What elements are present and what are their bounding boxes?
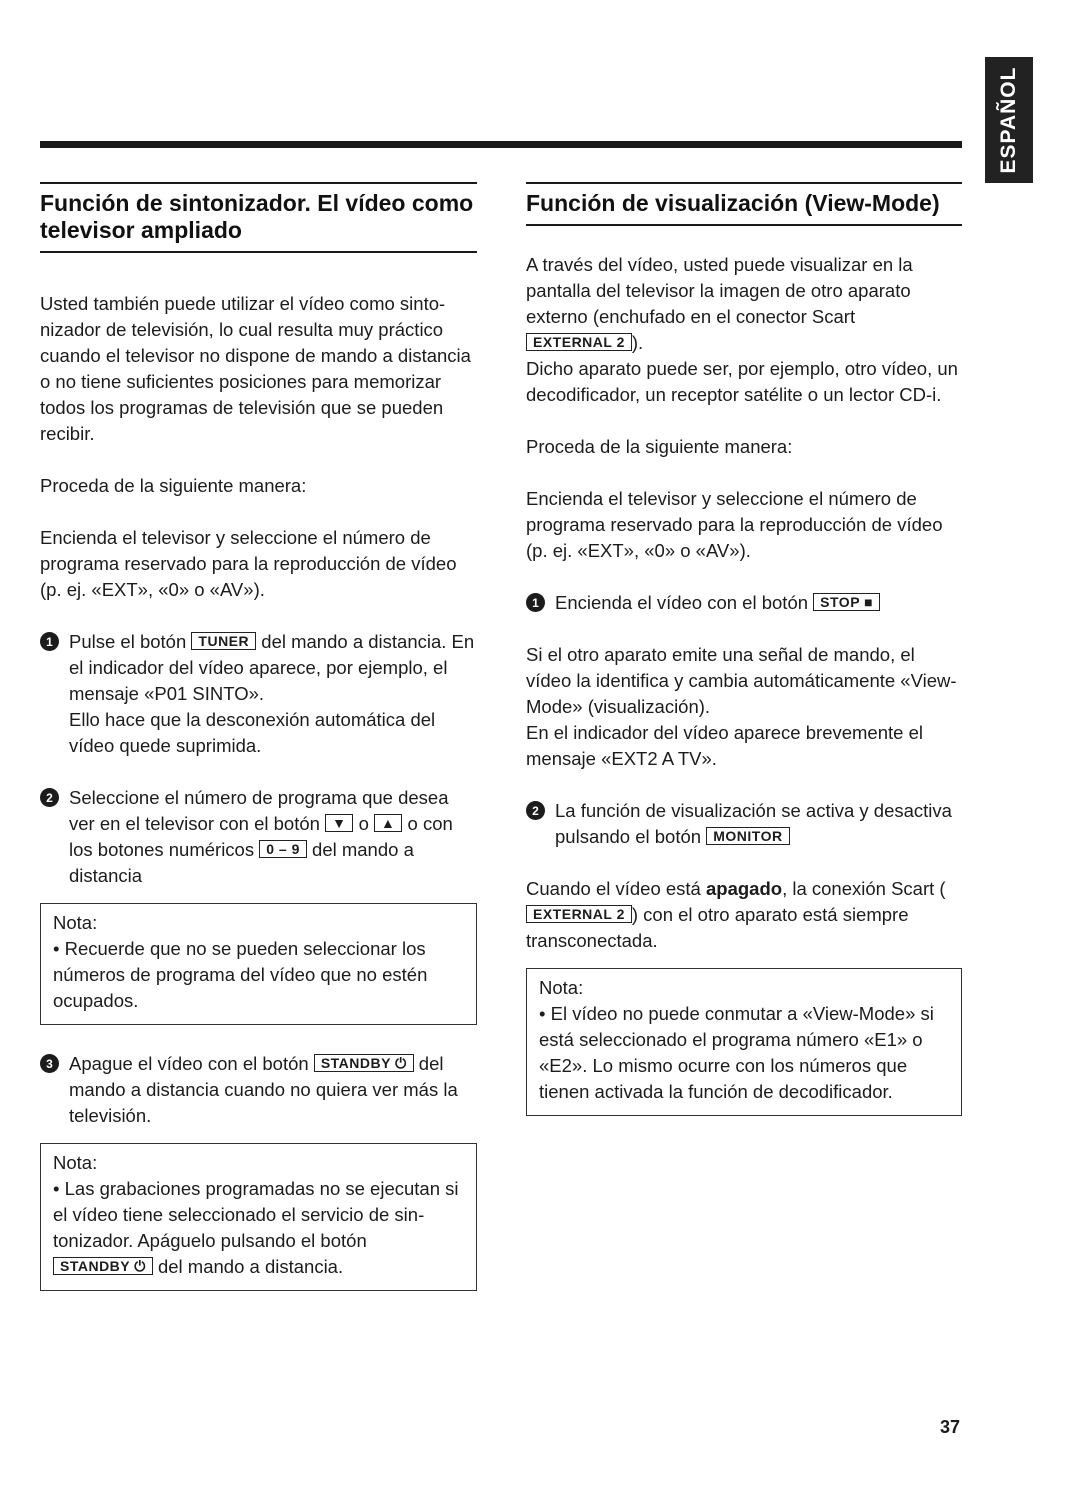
left-step-3: [40, 1051, 477, 1129]
note-text: • Las grabaciones programadas no se ejecutan si el vídeo tiene seleccionado el servicio de sin-tonizador. Apáguelo pulsando el botón STANDBY ⏻ del mando a distancia.: [53, 1178, 459, 1277]
number-keys: 0 – 9: [259, 840, 307, 858]
left-proceed: Proceda de la siguiente manera:: [40, 475, 307, 496]
stop-key: STOP ■: [813, 593, 880, 611]
right-step-2: [526, 798, 962, 850]
right-setup: Encienda el televisor y seleccione el número de programa reservado para la reproducción de vídeo (p. ej. «EXT», «0» o «AV»).: [526, 488, 943, 561]
language-tab-label: ESPAÑOL: [997, 66, 1020, 174]
page-number: 37: [940, 1417, 961, 1437]
left-step-2-text: Seleccione el número de programa que desea ver en el televisor con el botón ▼ o ▲ o con los botones numéricos 0 – 9 del mando a distancia: [69, 787, 453, 886]
right-signal-2: En el indicador del vídeo aparece brevemente el mensaje «EXT2 A TV».: [526, 722, 923, 769]
right-column: [526, 182, 962, 1116]
down-arrow-key: ▼: [325, 814, 353, 832]
tuner-key: TUNER: [191, 632, 256, 650]
language-tab: [985, 57, 1033, 183]
left-column: [40, 182, 477, 1291]
right-heading-title: Función de visualización (View-Mode): [526, 190, 940, 216]
note-text: • Recuerde que no se pueden seleccionar los números de programa del vídeo que no estén ocupados.: [53, 938, 428, 1011]
right-signal: Si el otro aparato emite una señal de mando, el vídeo la identifica y cambia automáticamente «View-Mode» (visualización).: [526, 644, 957, 717]
step-number-icon: 1: [526, 593, 545, 612]
right-step-1-text: Encienda el vídeo con el botón STOP ■: [555, 590, 962, 616]
left-note-1: [40, 903, 477, 1025]
external-2-key: EXTERNAL 2: [526, 333, 632, 351]
left-step-1: [40, 629, 477, 759]
left-step-3-text: Apague el vídeo con el botón STANDBY ⏻ del mando a distancia cuando no quiera ver más la televisión.: [69, 1053, 458, 1126]
up-arrow-key: ▲: [374, 814, 402, 832]
right-step-2-text: La función de visualización se activa y desactiva pulsando el botón MONITOR: [555, 800, 952, 847]
left-note-2: [40, 1143, 477, 1291]
standby-key: STANDBY ⏻: [314, 1054, 414, 1072]
step-number-icon: 1: [40, 632, 59, 651]
left-step-1-extra: Ello hace que la desconexión automática del vídeo quede suprimida.: [69, 709, 436, 756]
right-intro: A través del vídeo, usted puede visualizar en la pantalla del televisor la imagen de otro aparato externo (enchufado en el conector Scart EXTERNAL 2 ).: [526, 254, 913, 353]
left-step-1-text: Pulse el botón TUNER del mando a distancia. En el indicador del vídeo aparece, por ejemplo, el mensaje «P01 SINTO».: [69, 631, 475, 704]
note-text: • El vídeo no puede conmutar a «View-Mode» si está seleccionado el programa número «E1» o «E2». Lo mismo ocurre con los números que tienen activada la función de decodificador.: [539, 1003, 934, 1102]
left-step-2: [40, 785, 477, 889]
right-section-heading: [526, 182, 962, 226]
step-number-icon: 2: [526, 801, 545, 820]
right-off-text: Cuando el vídeo está apagado, la conexión Scart (EXTERNAL 2 ) con el otro aparato está siempre transconectada.: [526, 878, 946, 951]
right-intro-2: Dicho aparato puede ser, por ejemplo, otro vídeo, un decodificador, un receptor satélite o un lector CD-i.: [526, 358, 958, 405]
note-title: Nota:: [53, 1152, 98, 1173]
left-heading-title: Función de sintonizador. El vídeo como televisor ampliado: [40, 190, 474, 243]
note-title: Nota:: [539, 977, 584, 998]
right-note: [526, 968, 962, 1116]
left-setup: Encienda el televisor y seleccione el número de programa reservado para la reproducción de vídeo (p. ej. «EXT», «0» o «AV»).: [40, 527, 457, 600]
right-step-1: [526, 590, 962, 616]
right-proceed: Proceda de la siguiente manera:: [526, 436, 793, 457]
left-section-heading: [40, 182, 477, 253]
step-number-icon: 2: [40, 788, 59, 807]
step-number-icon: 3: [40, 1054, 59, 1073]
top-rule: [40, 141, 962, 148]
note-title: Nota:: [53, 912, 98, 933]
standby-key: STANDBY ⏻: [53, 1257, 153, 1275]
monitor-key: MONITOR: [706, 827, 789, 845]
external-2-key: EXTERNAL 2: [526, 905, 632, 923]
left-intro: Usted también puede utilizar el vídeo como sinto-nizador de televisión, lo cual resulta muy práctico cuando el televisor no dispone de mando a distancia o no tiene suficientes posiciones para memorizar todos los programas de televisión que se pueden recibir.: [40, 293, 471, 444]
